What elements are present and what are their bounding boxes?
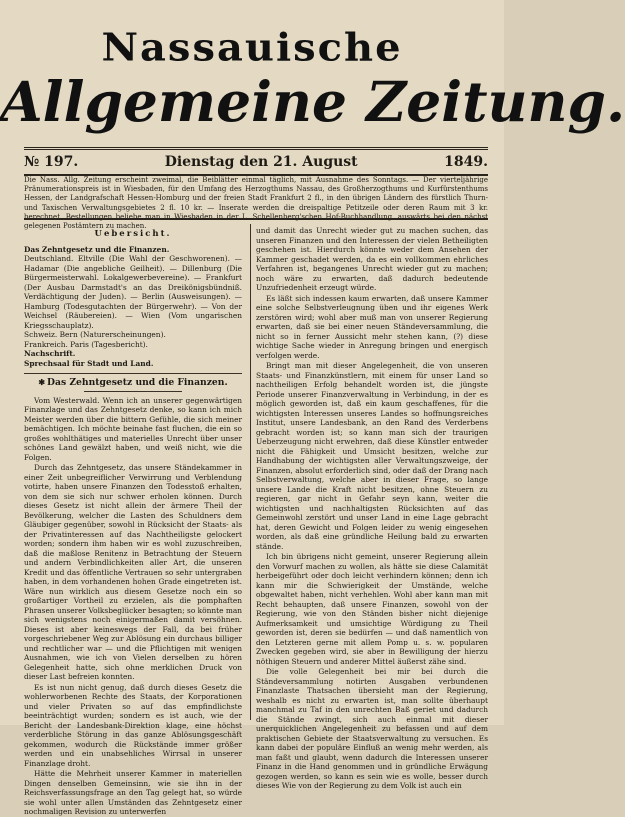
toc-entry: Das Zehntgesetz und die Finanzen. (24, 244, 170, 254)
issue-date: Dienstag den 21. August (164, 154, 358, 170)
article-paragraph: und damit das Unrecht wieder gut zu machen suchen, das unseren Finanzen und den Interessen der vielen Betheiligten geschehen ist. Hierdurch könnte weder dem Ansehen der Kammer geschadet werden, da es ein vollkommen ehrliches Verfahren ist, begangenes Unrecht wieder gut zu machen; noch wäre zu erwarten, daß dadurch bedeutende Unzufriedenheit erzeugt würde. (256, 226, 488, 292)
article-paragraph: Durch das Zehntgesetz, das unsere Ständekammer in einer Zeit unbegreiflicher Verwirrung und Verblendung votirte, haben unsere Finanzen den Todesstoß erhalten, von dem sie sich nur schwer erholen können. Durch dieses Gesetz ist nicht allein der ärmere Theil der Bevölkerung, welcher die Lasten des Schuldners dem Gläubiger gegenüber, sowohl in Rücksicht der Staats- als der Privatinteressen auf das Nachtheiligste gelockert worden; sondern ihm haben wir es wohl zuzuschreiben, daß die maßlose Renitenz in Betrachtung der Steuern und andern Verbindlichkeiten aller Art, die unseren Kredit und das öffentliche Vertrauen so sehr untergraben haben, in dem vorhandenen hohen Grade eingetreten ist. Wäre nun wirklich aus diesem Gesetze noch ein so großartiger Vortheil zu erzielen, als die pomphaften Phrasen unserer Volksbeglücker besagten; so könnte man sich wenigstens noch einigermaßen damit versöhnen. Dieses ist aber keineswegs der Fall, da bei früher vorgeschriebener Weg zur Ablösung ein durchaus billiger und rechtlicher war — und die Pflichtigen mit wenigen Ausnahmen, wie ich von Vielen derselben zu hören Gelegenheit hatte, sich ohne merklichen Druck von dieser Last befreien konnten. (24, 463, 242, 681)
masthead (0, 0, 625, 142)
toc-entry: Schweiz. Bern (Naturerscheinungen). (24, 330, 166, 339)
dateline (24, 147, 488, 176)
article-paragraph: Vom Westerwald. Wenn ich an unserer gegenwärtigen Finanzlage und das Zehntgesetz denke, so kann ich mich Meister werden über die bittern Gefühle, die sich meiner bemächtigen. Ich möchte beinahe fast fluchen, die ein so großes wohlthätiges und materielles Unrecht über unser schönes Land gewälzt haben, und weiß nicht, wie die Folgen. (24, 395, 242, 462)
article-paragraph: Es ist nun nicht genug, daß durch dieses Gesetz die wohlerworbenen Rechte des Staats, der Korporationen und vieler Privaten so auf das empfindlichste beeinträchtigt wurden; sondern es ist auch, wie der Bericht der Landesbank-Direktion klage, eine höchst verderbliche Störung in das ganze Ablösungsgeschäft gekommen, wodurch die Rückstände immer größer werden und ein unabsehliches Wirrsal in unserer Finanzlage droht. (24, 682, 242, 768)
issue-number: № 197. (24, 154, 79, 170)
toc-entry: Sprechsaal für Stadt und Land. (24, 358, 154, 368)
column-divider (250, 224, 251, 720)
masthead-line-1: Nassauische (101, 25, 403, 70)
table-of-contents (24, 230, 242, 368)
masthead-title: Allgemeine Zeitung. (0, 69, 625, 134)
article-paragraph: Die volle Gelegenheit bei mir bei durch die Ständeversammlung notirten Ausgaben verbundenen Finanzlaste Thatsachen übersieht man der Regierung, weshalb es nicht zu erwarten ist, man sollte überhaupt manchmal zu Taf in den unrechten Baß geriet und dadurch die Stände zwingt, sich auch einmal mit dieser unerquicklichen Angelegenheit zu befassen und auf dem praktischen Gebiete der Staatsverwaltung zu versuchen. Es kann dabei der populäre Einfluß an wenig mehr werden, als man faßt und glaubt, wenn dadurch die Interessen unserer Finanz in die Hand genommen und in gründliche Erwägung gezogen werden, so kann es sein wie es wolle, besser durch dieses Wie von der Regierung zu dem Volk ist auch ein (256, 667, 488, 790)
subscription-notice: Die Nass. Allg. Zeitung erscheint zweimal, die Beiblätter einmal täglich, mit Ausnahme des Sonntags. — Der vierteljährige Pränumerationspreis ist in Wiesbaden, für den Umfang des Herzogthums Nassau, des Großherzogthums und Kurfürstenthums Hessen, der Landgrafschaft Hessen-Homburg und der freien Stadt Frankfurt 2 fl., in den übrigen Ländern des fürstlich Thurn- und Taxischen Verwaltungsgebietes 2 fl. 10 kr. — Inserate werden die dreispaltige Petitzeile oder deren Raum mit 3 kr. berechnet. Bestellungen beliebe man in Wiesbaden in der L. Schellenberg'schen Hof-Buchhandlung, auswärts bei den nächst gelegenen Postämtern zu machen. (24, 176, 488, 231)
header-divider (24, 218, 488, 220)
toc-title: Uebersicht. (94, 229, 172, 239)
toc-entry: Frankreich. Paris (Tagesbericht). (24, 339, 148, 349)
issue-year: 1849. (444, 154, 488, 170)
article-title: ✱ Das Zehntgesetz und die Finanzen. (38, 377, 228, 388)
article-paragraph: Ich bin übrigens nicht gemeint, unserer Regierung allein den Vorwurf machen zu wollen, als hätte sie diese Calamität herbeigeführt oder doch leicht verhindern können; denn ich kann mir die Schwierigkeit der Umstände, welche obgewaltet haben, nicht verhehlen. Wohl aber kann man mit Recht behaupten, daß unsere Finanzen, sowohl von der Regierung, wie von den Ständen bisher nicht diejenige Aufmerksamkeit und umsichtige Würdigung zu Theil geworden ist, deren sie bedürfen — und daß namentlich von den Letzteren gerne mit allem Pomp u. s. w. popularen Zwecken gegeben wird, sie aber in Bewilligung der hierzu nöthigen Steuern und anderer Mittel äußerst zähe sind. (256, 552, 488, 666)
toc-entry: Deutschland. Eltville (Die Wahl der Geschworenen). — Hadamar (Die angebliche Geilheit). — Dillenburg (Die Bürgermeisterwahl. Lokalgewerbevereine). — Frankfurt (Der Ausbau Darmstadt's an das Dreikönigsbündniß. Verdächtigung der Juden). — Berlin (Ausweisungen). — Hamburg (Todesgutachten der Bürgerwehr). — Von der Weichsel (Räubereien). — Wien (Vom ungarischen Kriegsschauplatz). (24, 254, 242, 330)
asterism-icon: ✱ (38, 377, 46, 387)
article-paragraph: Es läßt sich indessen kaum erwarten, daß unsere Kammer eine solche Selbstverleugnung üben und ihr eigenes Werk zerstören wird; wohl aber muß man von unserer Regierung erwarten, daß sie bei einer neuen Ständeversammlung, die nicht so in ferner Aussicht mehr stehen kann, (?) diese wichtige Sache wieder in Anregung bringen und energisch verfolgen werde. (256, 293, 488, 360)
section-divider (24, 373, 242, 374)
right-column (256, 226, 488, 790)
left-column (24, 226, 242, 816)
title-underline (84, 391, 182, 392)
article-paragraph: Bringt man mit dieser Angelegenheit, die von unseren Staats- und Finanzkünstlern, mit einem für unser Land so nachtheiligen Erfolg behandelt worden ist, die jüngste Periode unserer Finanzverwaltung in Verbindung, in der es möglich geworden ist, daß ein kaum geschaffenes, für die wichtigsten Interessen unseres Landes so hoffnungsreiches Institut, unsere Landesbank, an den Rand des Verderbens gebracht worden ist; so kann man sich der traurigen Ueberzeugung nicht erwehren, daß diese Künstler entweder nicht die Fähigkeit und Umsicht besitzen, welche zur Handhabung der wichtigsten aller Verwaltungszweige, der Finanzen, absolut erforderlich sind, oder daß der Drang nach Selbstverwaltung, welche aber in dieser Frage, so lange unsere Lande die Kraft nicht besitzen, ohne Steuern zu regieren, gar nicht in Gefahr seyn kann, weiter die wichtigsten und nachhaltigsten Rücksichten auf das Gemeinwohl zerstört und unser Land in eine Lage gebracht hat, deren Gewicht und Folgen leider zu wenig eingesehen worden, als daß eine gründliche Heilung bald zu erwarten stände. (256, 361, 488, 551)
article-paragraph: Hätte die Mehrheit unserer Kammer in materiellen Dingen denselben Gemeinsinn, wie sie ihn in der Reichsverfassungsfrage an den Tag gelegt hat, so würde sie wohl unter allen Umständen das Zehntgesetz einer nochmaligen Revision zu unterwerfen (24, 769, 242, 816)
toc-entry: Nachschrift. (24, 349, 76, 358)
